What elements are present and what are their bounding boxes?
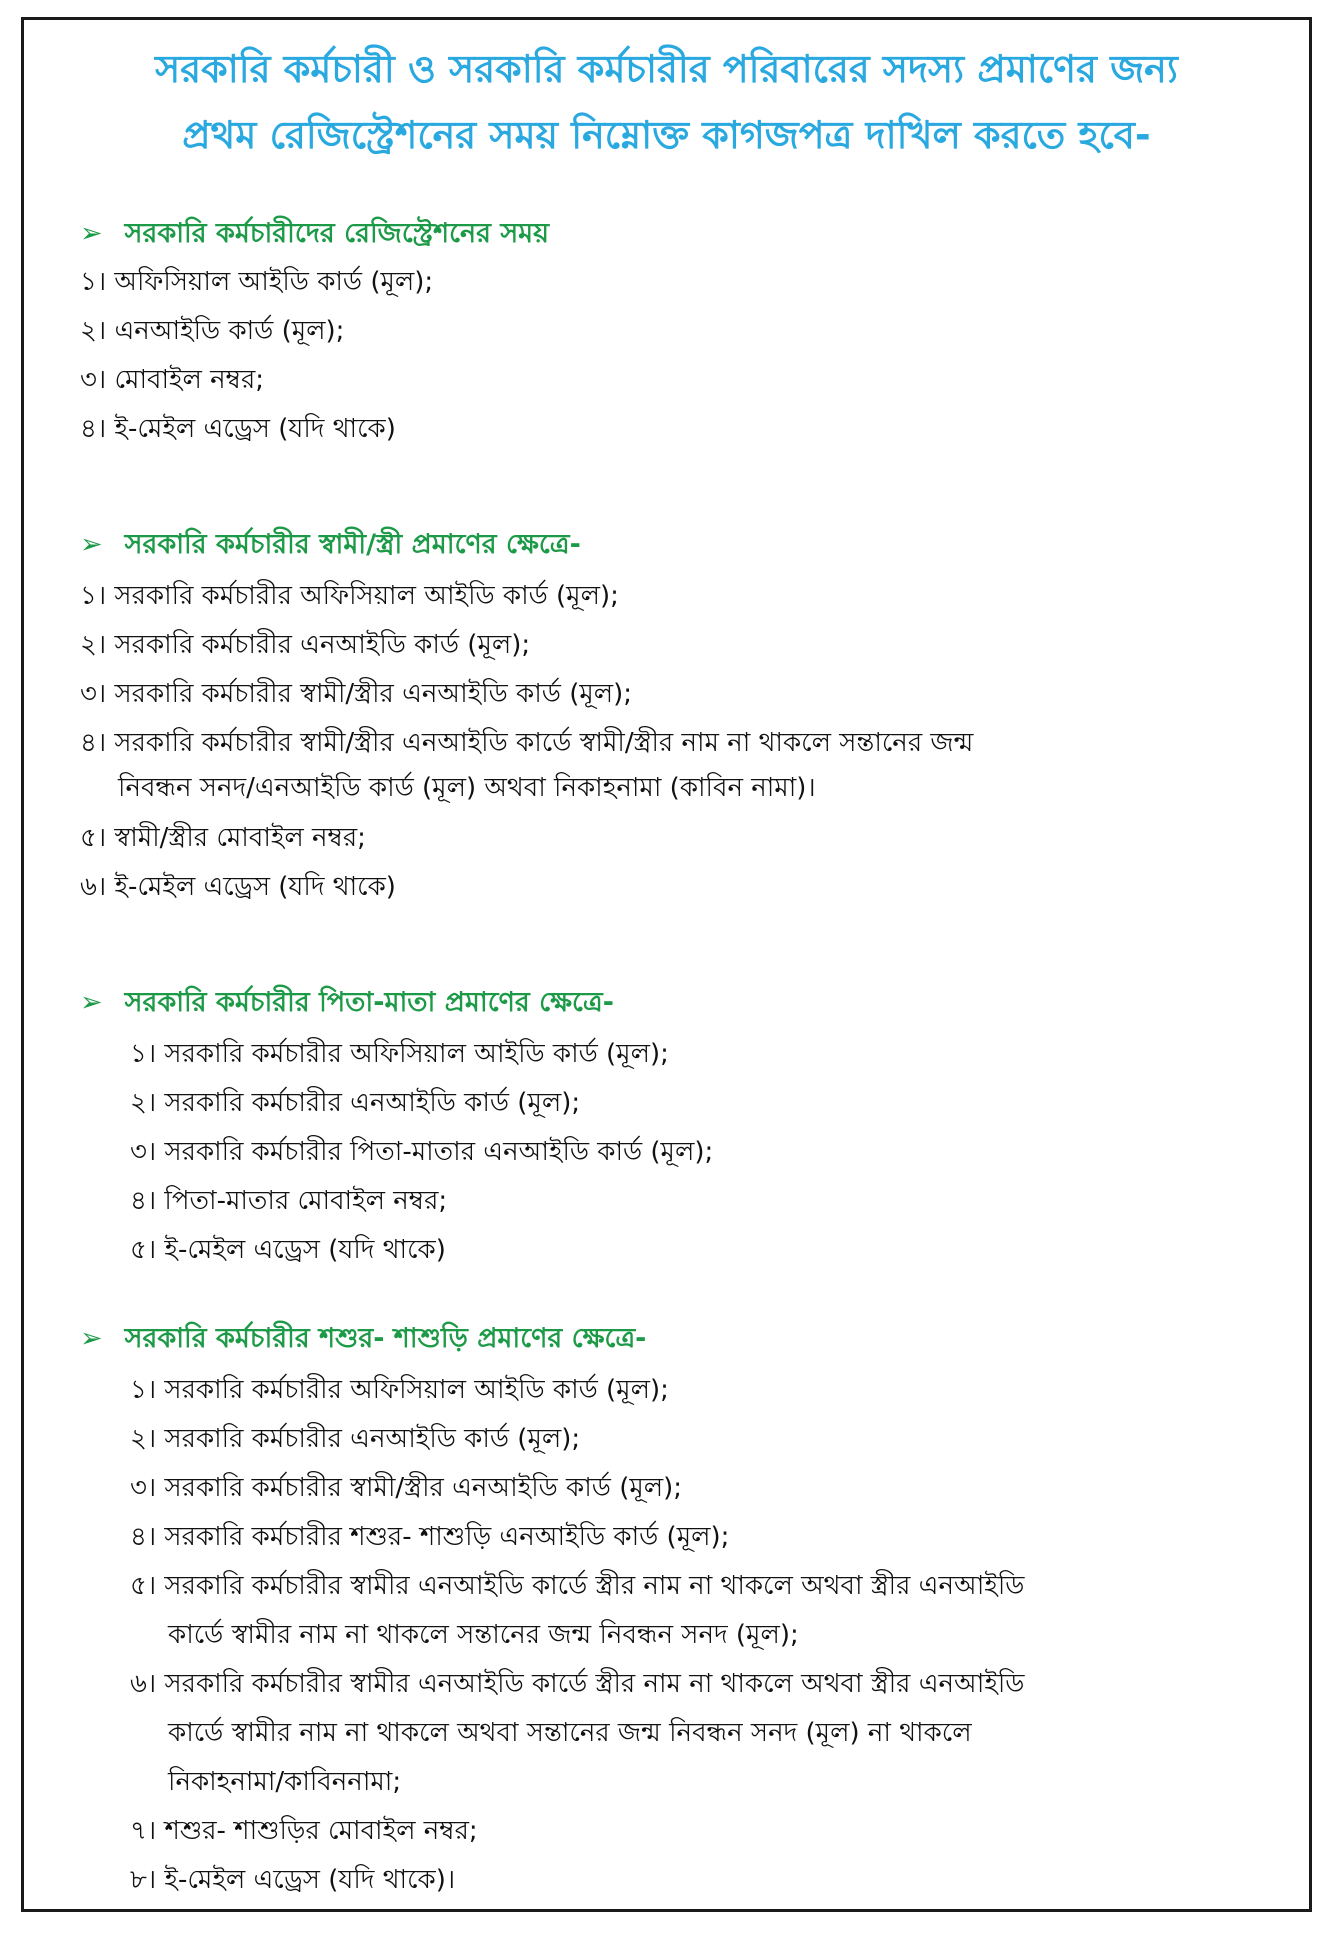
section-heading-in-laws: ➢ সরকারি কর্মচারীর শশুর- শাশুড়ি প্রমাণের ক্ষেত্রে- — [80, 1323, 647, 1354]
list-item: ২। সরকারি কর্মচারীর এনআইডি কার্ড (মূল); — [130, 1088, 581, 1118]
list-item: ১। সরকারি কর্মচারীর অফিসিয়াল আইডি কার্ড (মূল); — [80, 581, 619, 611]
list-item: ৫। ই-মেইল এড্রেস (যদি থাকে) — [130, 1235, 446, 1265]
list-item: ৩। সরকারি কর্মচারীর পিতা-মাতার এনআইডি কার্ড (মূল); — [130, 1137, 714, 1167]
list-item: ১। অফিসিয়াল আইডি কার্ড (মূল); — [80, 267, 434, 297]
list-item: ১। সরকারি কর্মচারীর অফিসিয়াল আইডি কার্ড (মূল); — [130, 1375, 669, 1405]
list-item: ৩। মোবাইল নম্বর; — [80, 365, 265, 395]
list-item: ৮। ই-মেইল এড্রেস (যদি থাকে)। — [130, 1865, 456, 1895]
list-item: ৩। সরকারি কর্মচারীর স্বামী/স্ত্রীর এনআইডি কার্ড (মূল); — [130, 1473, 683, 1503]
list-item-continuation: কার্ডে স্বামীর নাম না থাকলে সন্তানের জন্ম নিবন্ধন সনদ (মূল); — [168, 1620, 799, 1650]
list-item: ৫। স্বামী/স্ত্রীর মোবাইল নম্বর; — [80, 823, 366, 853]
section-heading-spouse: ➢ সরকারি কর্মচারীর স্বামী/স্ত্রী প্রমাণের ক্ষেত্রে- — [80, 529, 581, 560]
list-item: ২। এনআইডি কার্ড (মূল); — [80, 316, 345, 346]
page-title — [30, 36, 1303, 168]
list-item: ৬। ই-মেইল এড্রেস (যদি থাকে) — [80, 872, 396, 902]
list-item: ৪। সরকারি কর্মচারীর স্বামী/স্ত্রীর এনআইডি কার্ডে স্বামী/স্ত্রীর নাম না থাকলে সন্তানের জন্ম — [80, 728, 974, 758]
list-item: ৭। শশুর- শাশুড়ির মোবাইল নম্বর; — [130, 1816, 478, 1846]
list-item: ৪। ই-মেইল এড্রেস (যদি থাকে) — [80, 414, 396, 444]
list-item: ৪। সরকারি কর্মচারীর শশুর- শাশুড়ি এনআইডি কার্ড (মূল); — [130, 1522, 730, 1552]
list-item: ৫। সরকারি কর্মচারীর স্বামীর এনআইডি কার্ডে স্ত্রীর নাম না থাকলে অথবা স্ত্রীর এনআইডি — [130, 1571, 1025, 1601]
arrow-bullet-icon: ➢ — [80, 218, 103, 249]
list-item-continuation: কার্ডে স্বামীর নাম না থাকলে অথবা সন্তানের জন্ম নিবন্ধন সনদ (মূল) না থাকলে — [168, 1718, 972, 1748]
title-line-2: প্রথম রেজিস্ট্রেশনের সময় নিম্নোক্ত কাগজপত্র দাখিল করতে হবে- — [182, 113, 1151, 157]
list-item: ২। সরকারি কর্মচারীর এনআইডি কার্ড (মূল); — [130, 1424, 581, 1454]
title-line-1: সরকারি কর্মচারী ও সরকারি কর্মচারীর পরিবারের সদস্য প্রমাণের জন্য — [155, 47, 1178, 91]
list-item: ২। সরকারি কর্মচারীর এনআইডি কার্ড (মূল); — [80, 630, 531, 660]
arrow-bullet-icon: ➢ — [80, 987, 103, 1018]
list-item: ৪। পিতা-মাতার মোবাইল নম্বর; — [130, 1186, 448, 1216]
section-heading-parents: ➢ সরকারি কর্মচারীর পিতা-মাতা প্রমাণের ক্ষেত্রে- — [80, 987, 614, 1018]
list-item: ১। সরকারি কর্মচারীর অফিসিয়াল আইডি কার্ড (মূল); — [130, 1039, 669, 1069]
arrow-bullet-icon: ➢ — [80, 1323, 103, 1354]
arrow-bullet-icon: ➢ — [80, 529, 103, 560]
list-item-continuation: নিবন্ধন সনদ/এনআইডি কার্ড (মূল) অথবা নিকাহনামা (কাবিন নামা)। — [118, 773, 816, 803]
list-item: ৩। সরকারি কর্মচারীর স্বামী/স্ত্রীর এনআইডি কার্ড (মূল); — [80, 679, 633, 709]
section-heading-employee: ➢ সরকারি কর্মচারীদের রেজিস্ট্রেশনের সময় — [80, 218, 550, 249]
list-item-continuation: নিকাহনামা/কাবিননামা; — [168, 1767, 402, 1797]
list-item: ৬। সরকারি কর্মচারীর স্বামীর এনআইডি কার্ডে স্ত্রীর নাম না থাকলে অথবা স্ত্রীর এনআইডি — [130, 1669, 1025, 1699]
